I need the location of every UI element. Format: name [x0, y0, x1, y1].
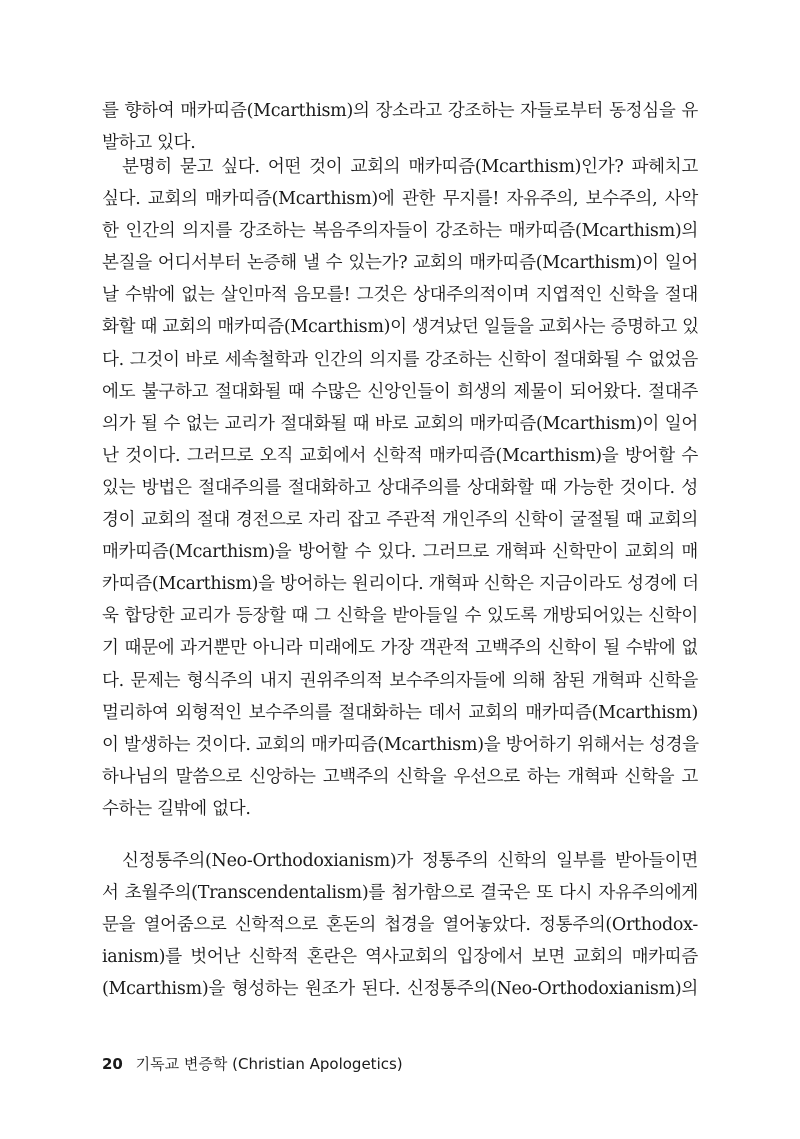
text-line: (Mcarthism)을 형성하는 원조가 된다. 신정통주의(Neo-Orthodoxianism)의	[102, 979, 698, 1000]
text-line: 카띠즘(Mcarthism)을 방어하는 원리이다. 개혁파 신학은 지금이라도 성경에 더	[102, 574, 699, 595]
text-line: 분명히 묻고 싶다. 어떤 것이 교회의 매카띠즘(Mcarthism)인가? 파헤치고	[122, 157, 698, 177]
text-line: 경이 교회의 절대 경전으로 자리 잡고 주관적 개인주의 신학이 굴절될 때 교회의	[102, 510, 698, 531]
paragraph-mcarthism	[102, 151, 698, 825]
paragraph-continuation	[102, 95, 698, 159]
text-line: 멀리하여 외형적인 보수주의를 절대화하는 데서 교회의 매카띠즘(Mcarthism)	[102, 702, 698, 723]
text-line: 한 인간의 의지를 강조하는 복음주의자들이 강조하는 매카띠즘(Mcarthism)의	[102, 221, 698, 242]
text-line: 다. 그것이 바로 세속철학과 인간의 의지를 강조하는 신학이 절대화될 수 없었음	[102, 349, 698, 370]
text-line: 날 수밖에 없는 살인마적 음모를! 그것은 상대주의적이며 지엽적인 신학을 절대	[102, 285, 698, 306]
text-line: 신정통주의(Neo-Orthodoxianism)가 정통주의 신학의 일부를 받아들이면	[122, 851, 698, 871]
text-line: 에도 불구하고 절대화될 때 수많은 신앙인들이 희생의 제물이 되어왔다. 절대주	[102, 381, 698, 402]
text-line: 있는 방법은 절대주의를 절대화하고 상대주의를 상대화할 때 가능한 것이다. 성	[102, 477, 698, 498]
paragraph-neo-orthodoxy	[102, 845, 698, 1005]
text-line: 싶다. 교회의 매카띠즘(Mcarthism)에 관한 무지를! 자유주의, 보수주의, 사악	[102, 189, 698, 210]
text-line: 본질을 어디서부터 논증해 낼 수 있는가? 교회의 매카띠즘(Mcarthism)이 일어	[102, 253, 698, 274]
text-line: 문을 열어줌으로 신학적으로 혼돈의 첩경을 열어놓았다. 정통주의(Orthodox-	[102, 915, 698, 936]
page-number: 20	[102, 1055, 123, 1073]
running-title: 기독교 변증학 (Christian Apologetics)	[135, 1055, 403, 1073]
text-line: 화할 때 교회의 매카띠즘(Mcarthism)이 생겨났던 일들을 교회사는 증명하고 있	[102, 317, 699, 338]
text-line: 매카띠즘(Mcarthism)을 방어할 수 있다. 그러므로 개혁파 신학만이 교회의 매	[102, 542, 698, 563]
text-line: 난 것이다. 그러므로 오직 교회에서 신학적 매카띠즘(Mcarthism)을 방어할 수	[102, 445, 698, 466]
text-line: 하나님의 말씀으로 신앙하는 고백주의 신학을 우선으로 하는 개혁파 신학을 고	[102, 766, 698, 787]
text-line: 욱 합당한 교리가 등장할 때 그 신학을 받아들일 수 있도록 개방되어있는 신학이	[102, 606, 698, 627]
text-line: 서 초월주의(Transcendentalism)를 첨가함으로 결국은 또 다시 자유주의에게	[102, 883, 698, 904]
text-line: 수하는 길밖에 없다.	[102, 798, 251, 819]
text-line: 다. 문제는 형식주의 내지 권위주의적 보수주의자들에 의해 참된 개혁파 신학을	[102, 670, 698, 691]
text-line: ianism)를 벗어난 신학적 혼란은 역사교회의 입장에서 보면 교회의 매카띠즘	[102, 947, 698, 968]
text-line: 발하고 있다.	[102, 133, 196, 154]
page-footer	[102, 1053, 403, 1074]
text-line: 이 발생하는 것이다. 교회의 매카띠즘(Mcarthism)을 방어하기 위해서는 성경을	[102, 734, 699, 755]
text-line: 기 때문에 과거뿐만 아니라 미래에도 가장 객관적 고백주의 신학이 될 수밖에 없	[102, 638, 698, 659]
text-line: 를 향하여 매카띠즘(Mcarthism)의 장소라고 강조하는 자들로부터 동정심을 유	[102, 101, 698, 121]
text-line: 의가 될 수 없는 교리가 절대화될 때 바로 교회의 매카띠즘(Mcarthism)이 일어	[102, 413, 698, 434]
